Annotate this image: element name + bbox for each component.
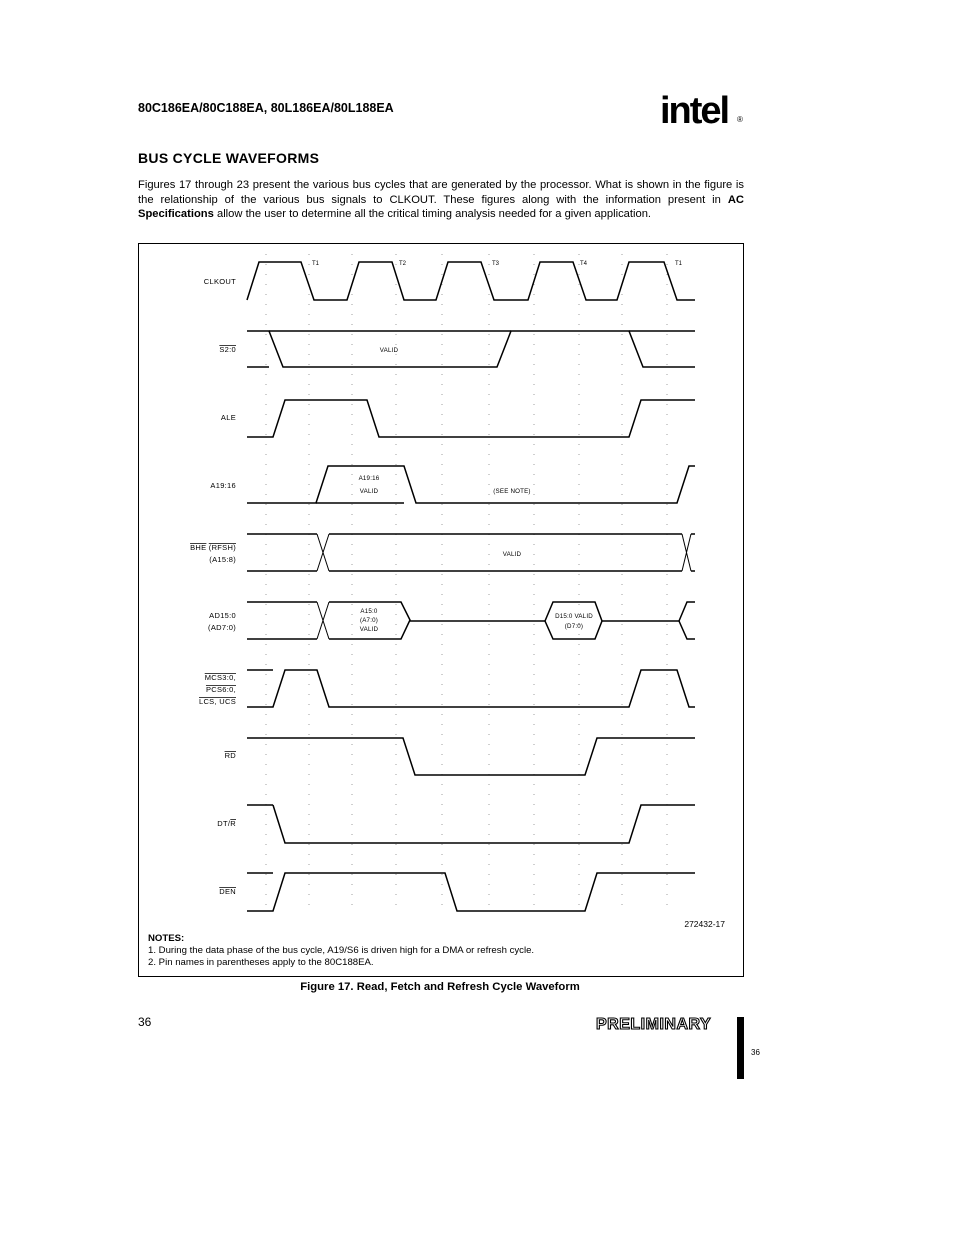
wave-s20 [247, 331, 695, 367]
svg-text:intel: intel [660, 90, 729, 130]
wave-a1916 [247, 466, 695, 503]
ad-data-line1: D15:0 VALID [555, 613, 593, 620]
ad-addr-line1: A15:0 [360, 608, 378, 615]
note-1: 1. During the data phase of the bus cycle, A19/S6 is driven high for a DMA or refresh cycle. [148, 945, 535, 957]
label-ad150: AD15:0 [209, 611, 236, 620]
section-title: BUS CYCLE WAVEFORMS [138, 150, 320, 166]
label-den: DEN [219, 887, 236, 896]
wave-ad150 [247, 602, 695, 639]
wave-den [247, 873, 695, 911]
label-dtr: DT/R [217, 819, 236, 828]
intel-logo [660, 85, 750, 130]
t-label-t2: T2 [399, 261, 407, 267]
label-bhe: BHE (RFSH) [190, 543, 236, 552]
wave-ale [247, 400, 695, 437]
t-label-t1: T1 [312, 261, 320, 267]
wave-bhe [247, 534, 695, 571]
wave-rd [247, 738, 695, 775]
timing-guides [266, 254, 667, 914]
svg-text:PRELIMINARY: PRELIMINARY [596, 1016, 712, 1033]
note-2: 2. Pin names in parentheses apply to the 80C188EA. [148, 957, 374, 969]
page-number: 36 [138, 1015, 152, 1029]
side-marker-bar [737, 1017, 744, 1079]
label-a1916: A19:16 [210, 481, 236, 490]
s20-valid-text: VALID [379, 347, 399, 354]
bus-cycle-waveform-diagram [139, 244, 743, 916]
ad-addr-line3: VALID [359, 626, 379, 633]
t-label-t3: T3 [492, 261, 500, 267]
figure-17-box [138, 243, 744, 977]
wave-mcs [247, 670, 695, 707]
label-mcs: MCS3:0, [204, 673, 236, 682]
a1916-valid-line2: VALID [359, 488, 379, 495]
label-ale: ALE [220, 413, 236, 422]
label-s20: S2:0 [219, 345, 236, 354]
t-label-t4: T4 [580, 261, 588, 267]
intro-bold-ref: AC Specifications [138, 193, 745, 220]
a1916-see-note: (SEE NOTE) [493, 488, 531, 495]
svg-text:®: ® [737, 115, 743, 124]
label-clkout: CLKOUT [203, 277, 236, 286]
ad-data-line2: (D7:0) [564, 623, 584, 630]
figure-caption: Figure 17. Read, Fetch and Refresh Cycle Waveform [300, 981, 580, 993]
label-ad70: (AD7:0) [208, 623, 236, 632]
ad-addr-line2: (A7:0) [359, 617, 379, 624]
signal-labels [190, 277, 236, 896]
intro-paragraph [138, 178, 744, 222]
wave-clkout [247, 262, 695, 300]
intro-text-part1: Figures 17 through 23 present the various bus cycles that are generated by the processor. What is shown in the figure is the relationship of the various bus signals to CLKOUT. These figures along with the information present in [138, 179, 744, 206]
preliminary-stamp [596, 1013, 728, 1033]
label-rd: RD [224, 751, 236, 760]
document-header: 80C186EA/80C188EA, 80L186EA/80L188EA [138, 101, 394, 115]
a1916-valid-line1: A19:16 [358, 475, 380, 482]
figure-id: 272432-17 [684, 919, 725, 929]
figure-notes [148, 933, 534, 970]
side-page-number: 36 [751, 1048, 760, 1057]
wave-dtr [273, 805, 695, 843]
notes-header: NOTES: [148, 933, 185, 944]
t-label-t1-next: T1 [675, 261, 683, 267]
bhe-valid-text: VALID [502, 551, 522, 558]
intro-text-part2: allow the user to determine all the critical timing analysis needed for a given application. [216, 208, 652, 220]
label-pcs: PCS6:0, [205, 685, 236, 694]
label-lcs-ucs: LCS, UCS [199, 697, 236, 706]
label-a158: (A15:8) [209, 555, 236, 564]
